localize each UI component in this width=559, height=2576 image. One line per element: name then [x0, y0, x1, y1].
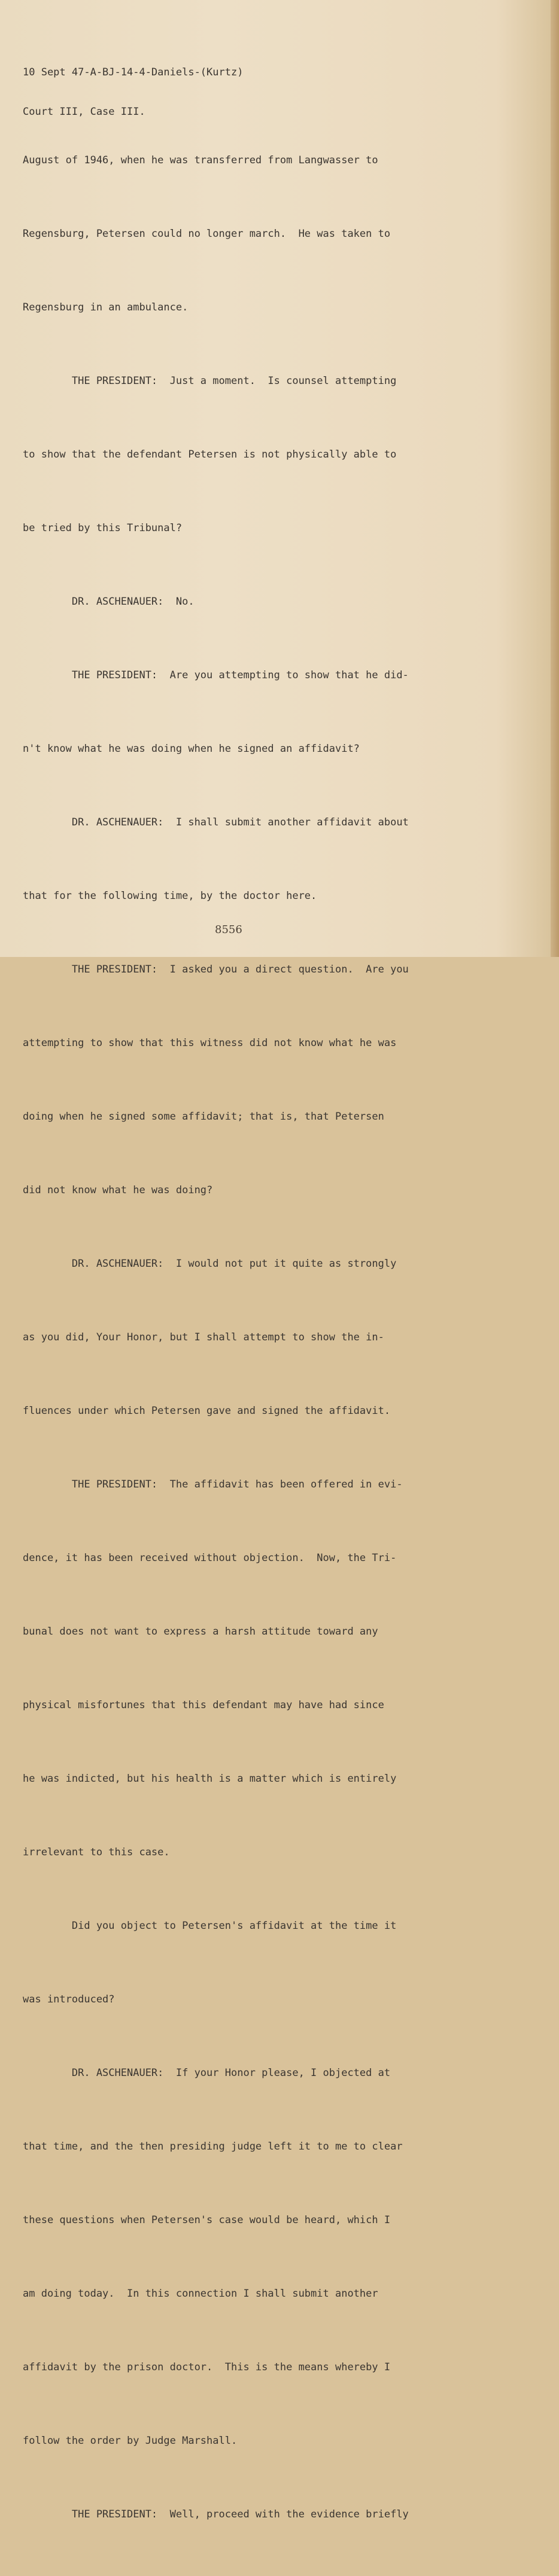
- transcript-line: DR. ASCHENAUER: If your Honor please, I objected at: [23, 2067, 391, 2079]
- transcript-line: dence, it has been received without objection. Now, the Tri-: [23, 1552, 397, 1564]
- transcript-line: THE PRESIDENT: Are you attempting to show that he did-: [23, 669, 409, 681]
- transcript-body: [23, 99, 409, 2576]
- transcript-line: Regensburg, Petersen could no longer march. He was taken to: [23, 228, 391, 240]
- transcript-line: n't know what he was doing when he signed an affidavit?: [23, 743, 360, 755]
- transcript-line: August of 1946, when he was transferred from Langwasser to: [23, 154, 378, 166]
- transcript-line: he was indicted, but his health is a matter which is entirely: [23, 1773, 397, 1785]
- page-number: 8556: [215, 923, 242, 936]
- transcript-line: physical misfortunes that this defendant may have had since: [23, 1699, 384, 1711]
- transcript-line: follow the order by Judge Marshall.: [23, 2435, 238, 2447]
- transcript-line: DR. ASCHENAUER: No.: [23, 596, 195, 608]
- transcript-line: doing when he signed some affidavit; that is, that Petersen: [23, 1111, 384, 1123]
- transcript-line: that for the following time, by the doctor here.: [23, 890, 317, 902]
- transcript-line: be tried by this Tribunal?: [23, 522, 183, 534]
- transcript-line: am doing today. In this connection I shall submit another: [23, 2288, 378, 2300]
- transcript-line: DR. ASCHENAUER: I shall submit another affidavit about: [23, 816, 409, 828]
- transcript-line: that time, and the then presiding judge left it to me to clear: [23, 2141, 403, 2153]
- header-line-docket: 10 Sept 47-A-BJ-14-4-Daniels-(Kurtz): [23, 66, 244, 78]
- transcript-line: Did you object to Petersen's affidavit at the time it: [23, 1920, 397, 1932]
- transcript-line: DR. ASCHENAUER: I would not put it quite as strongly: [23, 1258, 397, 1270]
- page-edge-shadow: [551, 0, 559, 957]
- transcript-line: did not know what he was doing?: [23, 1184, 213, 1196]
- transcript-line: THE PRESIDENT: Well, proceed with the evidence briefly: [23, 2508, 409, 2520]
- transcript-line: bunal does not want to express a harsh attitude toward any: [23, 1626, 378, 1638]
- transcript-line: Regensburg in an ambulance.: [23, 301, 189, 313]
- transcript-line: fluences under which Petersen gave and signed the affidavit.: [23, 1405, 391, 1417]
- transcript-line: these questions when Petersen's case would be heard, which I: [23, 2214, 391, 2226]
- transcript-line: was introduced?: [23, 1993, 115, 2005]
- header-line-court: Court III, Case III.: [23, 106, 145, 118]
- transcript-line: irrelevant to this case.: [23, 1846, 170, 1858]
- transcript-line: affidavit by the prison doctor. This is the means whereby I: [23, 2361, 391, 2373]
- transcript-line: as you did, Your Honor, but I shall attempt to show the in-: [23, 1331, 384, 1343]
- transcript-line: THE PRESIDENT: Just a moment. Is counsel attempting: [23, 375, 397, 387]
- transcript-line: attempting to show that this witness did not know what he was: [23, 1037, 397, 1049]
- transcript-line: THE PRESIDENT: The affidavit has been offered in evi-: [23, 1478, 403, 1490]
- transcript-line: to show that the defendant Petersen is not physically able to: [23, 449, 397, 461]
- transcript-line: THE PRESIDENT: I asked you a direct question. Are you: [23, 964, 409, 975]
